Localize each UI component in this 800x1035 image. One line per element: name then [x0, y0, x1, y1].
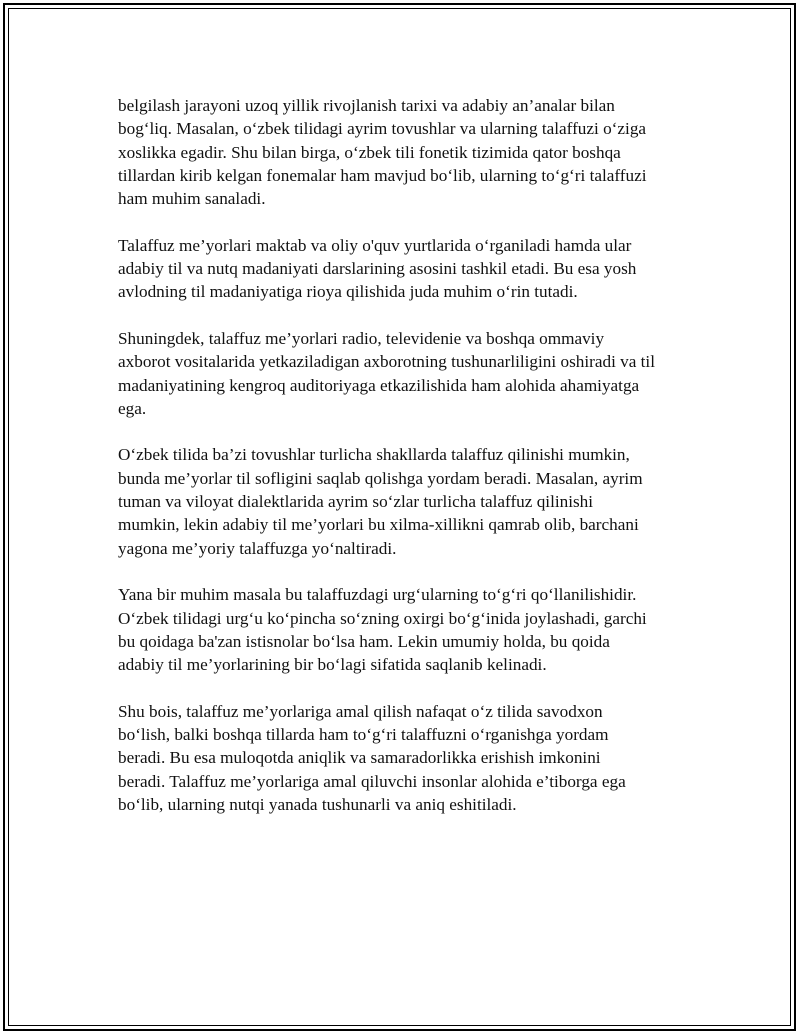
text-line: Shu bois, talaffuz me’yorlariga amal qilish nafaqat o‘z tilida savodxon: [118, 701, 603, 721]
text-line: tuman va viloyat dialektlarida ayrim so‘zlar turlicha talaffuz qilinishi: [118, 492, 594, 512]
text-line: mumkin, lekin adabiy til me’yorlari bu xilma-xillikni qamrab olib, barchani: [118, 515, 639, 535]
text-line: avlodning til madaniyatiga rioya qilishida juda muhim o‘rin tutadi.: [118, 282, 578, 302]
text-line: Talaffuz me’yorlari maktab va oliy o'quv yurtlarida o‘rganiladi hamda ular: [118, 235, 632, 255]
text-line: Shuningdek, talaffuz me’yorlari radio, televidenie va boshqa ommaviy: [118, 328, 605, 348]
text-line: yagona me’yoriy talaffuzga yo‘naltiradi.: [118, 538, 397, 558]
paragraph-3: [118, 327, 698, 420]
text-line: madaniyatining kengroq auditoriyaga etkazilishida ham alohida ahamiyatga: [118, 375, 640, 395]
paragraph-4: [118, 443, 698, 559]
paragraph-5: [118, 583, 698, 676]
text-line: axborot vositalarida yetkaziladigan axborotning tushunarliligini oshiradi va til: [118, 352, 655, 372]
text-line: belgilash jarayoni uzoq yillik rivojlanish tarixi va adabiy an’analar bilan: [118, 96, 615, 115]
text-line: bo‘lish, balki boshqa tillarda ham to‘g‘ri talaffuzni o‘rganishga yordam: [118, 725, 609, 745]
text-line: O‘zbek tilida ba’zi tovushlar turlicha shakllarda talaffuz qilinishi mumkin,: [118, 445, 630, 465]
text-line: ham muhim sanaladi.: [118, 189, 266, 209]
text-line: Yana bir muhim masala bu talaffuzdagi urg‘ularning to‘g‘ri qo‘llanilishidir.: [118, 585, 637, 605]
text-line: tillardan kirib kelgan fonemalar ham mavjud bo‘lib, ularning to‘g‘ri talaffuzi: [118, 165, 647, 185]
text-line: beradi. Bu esa muloqotda aniqlik va samaradorlikka erishish imkonini: [118, 748, 601, 768]
text-line: adabiy til va nutq madaniyati darslarining asosini tashkil etadi. Bu esa yosh: [118, 259, 637, 279]
text-line: bo‘lib, ularning nutqi yanada tushunarli va aniq eshitiladi.: [118, 794, 517, 814]
paragraph-1: [118, 94, 698, 210]
text-line: adabiy til me’yorlarining bir bo‘lagi sifatida saqlanib kelinadi.: [118, 655, 547, 675]
document-body: [118, 94, 698, 840]
text-line: bog‘liq. Masalan, o‘zbek tilidagi ayrim tovushlar va ularning talaffuzi o‘ziga: [118, 119, 647, 139]
text-line: bunda me’yorlar til sofligini saqlab qolishga yordam beradi. Masalan, ayrim: [118, 468, 643, 488]
text-line: beradi. Talaffuz me’yorlariga amal qiluvchi insonlar alohida e’tiborga ega: [118, 771, 626, 791]
text-line: O‘zbek tilidagi urg‘u ko‘pincha so‘zning oxirgi bo‘g‘inida joylashadi, garchi: [118, 608, 647, 628]
text-line: xoslikka egadir. Shu bilan birga, o‘zbek tili fonetik tizimida qator boshqa: [118, 142, 621, 162]
text-line: bu qoidaga ba'zan istisnolar bo‘lsa ham. Lekin umumiy holda, bu qoida: [118, 631, 610, 651]
paragraph-2: [118, 234, 698, 304]
paragraph-6: [118, 700, 698, 816]
text-line: ega.: [118, 398, 147, 418]
